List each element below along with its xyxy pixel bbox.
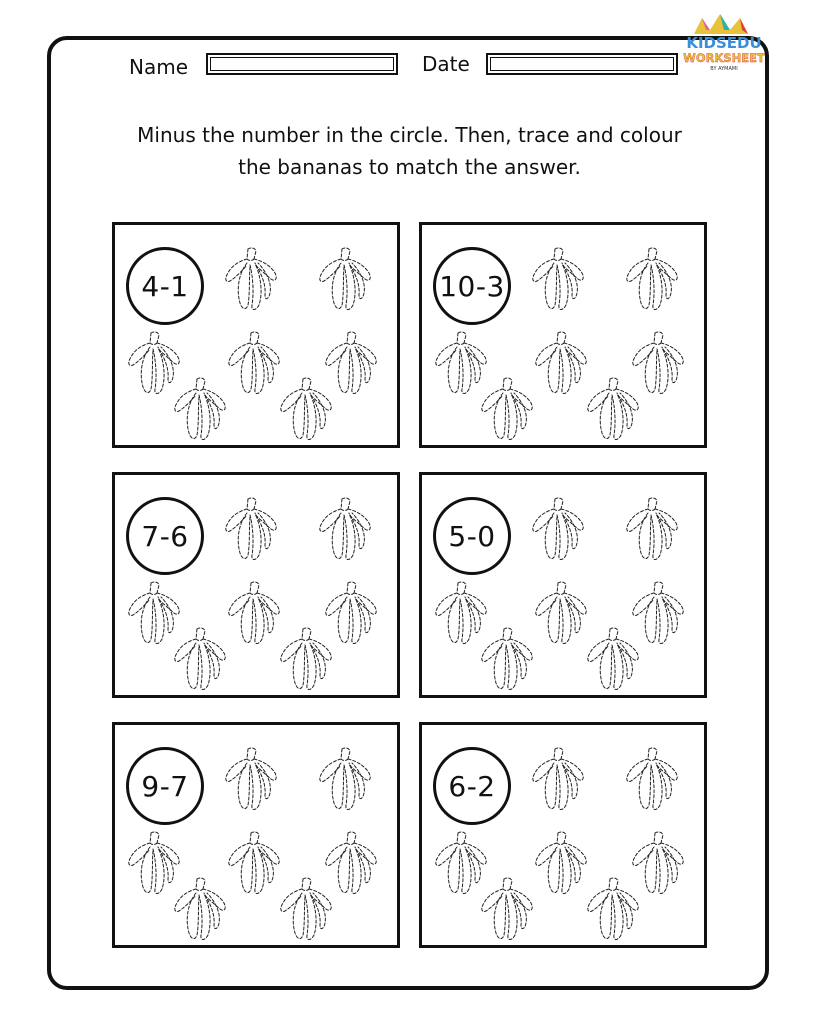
problem-expression: 5-0 [433, 497, 511, 575]
banana-icon[interactable] [580, 623, 646, 695]
banana-icon[interactable] [525, 743, 591, 815]
problem-card [419, 722, 707, 948]
banana-icon[interactable] [167, 623, 233, 695]
problem-expression: 4-1 [126, 247, 204, 325]
banana-icon[interactable] [474, 373, 540, 445]
kidsedu-logo [680, 12, 772, 80]
banana-icon[interactable] [474, 623, 540, 695]
banana-icon[interactable] [273, 873, 339, 945]
banana-icon[interactable] [312, 493, 378, 565]
problem-card [112, 722, 400, 948]
name-label: Name [129, 55, 189, 79]
banana-icon[interactable] [474, 873, 540, 945]
logo-byline: BY AYMAMI [710, 66, 738, 72]
problem-expression: 7-6 [126, 497, 204, 575]
instruction-line-2: the bananas to match the answer. [238, 155, 581, 179]
date-field[interactable] [486, 53, 678, 75]
banana-icon[interactable] [218, 743, 284, 815]
problem-card [112, 222, 400, 448]
problem-expression: 6-2 [433, 747, 511, 825]
banana-icon[interactable] [167, 373, 233, 445]
banana-icon[interactable] [619, 743, 685, 815]
problem-expression: 10-3 [433, 247, 511, 325]
problem-expression: 9-7 [126, 747, 204, 825]
logo-kidsedu: KIDSEDU [686, 34, 762, 52]
banana-icon[interactable] [580, 373, 646, 445]
banana-icon[interactable] [312, 743, 378, 815]
banana-icon[interactable] [218, 243, 284, 315]
name-field[interactable] [206, 53, 398, 75]
logo-worksheet: WORKSHEET [683, 51, 765, 65]
banana-icon[interactable] [273, 373, 339, 445]
problem-card [419, 222, 707, 448]
problem-card [112, 472, 400, 698]
banana-icon[interactable] [619, 493, 685, 565]
date-label: Date [422, 52, 470, 76]
banana-icon[interactable] [312, 243, 378, 315]
banana-icon[interactable] [525, 243, 591, 315]
banana-icon[interactable] [218, 493, 284, 565]
banana-icon[interactable] [619, 243, 685, 315]
banana-icon[interactable] [525, 493, 591, 565]
banana-icon[interactable] [167, 873, 233, 945]
banana-icon[interactable] [580, 873, 646, 945]
problem-card [419, 472, 707, 698]
instruction-line-1: Minus the number in the circle. Then, trace and colour [137, 123, 682, 147]
banana-icon[interactable] [273, 623, 339, 695]
